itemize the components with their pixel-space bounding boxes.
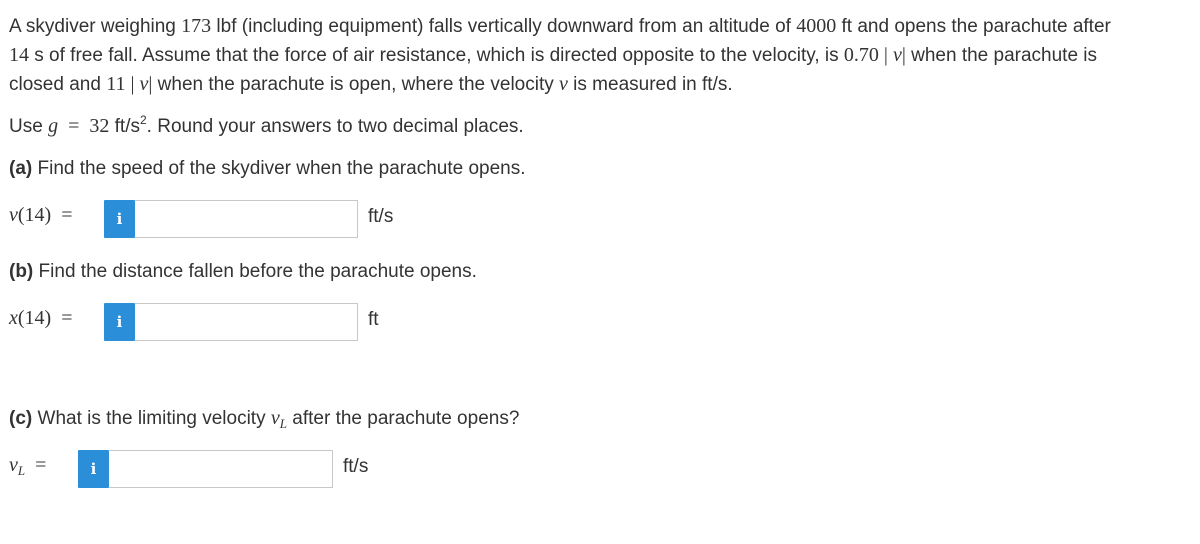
part-a-label	[9, 204, 73, 227]
part-c-answer-row	[9, 446, 409, 490]
part-c-tag: (c)	[9, 408, 33, 429]
info-icon[interactable]: i	[78, 450, 109, 488]
part-a-unit: ft/s	[368, 206, 394, 227]
info-icon[interactable]: i	[104, 200, 135, 238]
open-resistance-expr: 11 | v|	[106, 73, 153, 95]
equals-sign: =	[35, 454, 47, 476]
gravity-note: Use g = 32 $ft/s^2$. Round your answers to two decimal places.	[9, 113, 524, 137]
closed-resistance-expr: 0.70 | v|	[843, 44, 906, 66]
equals-sign: =	[61, 204, 73, 226]
problem-text: ft and opens the parachute after	[836, 16, 1111, 37]
part-b-answer-input[interactable]	[135, 303, 358, 341]
g-exponent: 2	[139, 113, 147, 127]
problem-text: s of free fall. Assume that the force of air resistance, which is directed opposite to the velocity, is	[29, 45, 844, 66]
part-a-tag: (a)	[9, 158, 33, 179]
part-c-question: (c) What is the limiting velocity $v_L$ after the parachute opens?	[9, 407, 520, 431]
equals-sign: =	[61, 307, 73, 329]
part-b-label-arg: (14)	[17, 307, 52, 329]
part-b-question	[9, 258, 477, 286]
altitude-value: 4000	[796, 15, 837, 37]
part-c-text: What is the limiting velocity	[32, 408, 271, 429]
part-c-label-sub: L	[17, 463, 26, 478]
time-value: 14	[9, 44, 29, 66]
problem-text: Use	[9, 116, 49, 137]
part-c-unit: ft/s	[343, 456, 369, 477]
part-c-text: after the parachute opens?	[287, 408, 520, 429]
part-b-answer-row	[9, 299, 429, 343]
part-a-answer-input[interactable]	[135, 200, 358, 238]
weight-value: 173	[181, 15, 212, 37]
problem-line-3: closed and 11 | v| when the parachute is open, where the velocity v is measured in ft/s.	[9, 73, 733, 95]
closed-coeff: 0.70	[843, 44, 879, 66]
part-b-text: Find the distance fallen before the parachute opens.	[33, 261, 477, 282]
round-note: . Round your answers to two decimal places.	[146, 116, 524, 137]
part-a-text: Find the speed of the skydiver when the parachute opens.	[32, 158, 526, 179]
part-c-answer-input[interactable]	[109, 450, 333, 488]
problem-line-2	[9, 41, 1097, 70]
part-a-answer-row	[9, 196, 429, 240]
part-c-label	[9, 454, 46, 477]
problem-text: is measured in ft/s.	[567, 74, 733, 95]
part-b-tag: (b)	[9, 261, 34, 282]
part-a-label-arg: (14)	[17, 204, 52, 226]
part-a-label-fn: v	[9, 204, 18, 226]
g-unit: ft/s	[109, 116, 140, 137]
problem-line-1	[9, 12, 1111, 41]
problem-text: when the parachute is	[905, 45, 1098, 66]
part-a-question	[9, 155, 526, 183]
part-b-label-fn: x	[9, 307, 18, 329]
problem-text: lbf (including equipment) falls vertically downward from an altitude of	[211, 16, 797, 37]
open-coeff: 11	[106, 73, 126, 95]
problem-text: when the parachute is open, where the velocity	[152, 74, 560, 95]
part-b-unit: ft	[368, 309, 379, 330]
part-b-label	[9, 307, 73, 330]
info-icon[interactable]: i	[104, 303, 135, 341]
part-c-label-var: v	[9, 454, 18, 476]
problem-text: A skydiver weighing	[9, 16, 182, 37]
problem-text: closed and	[9, 74, 107, 95]
g-value: 32	[89, 115, 110, 137]
